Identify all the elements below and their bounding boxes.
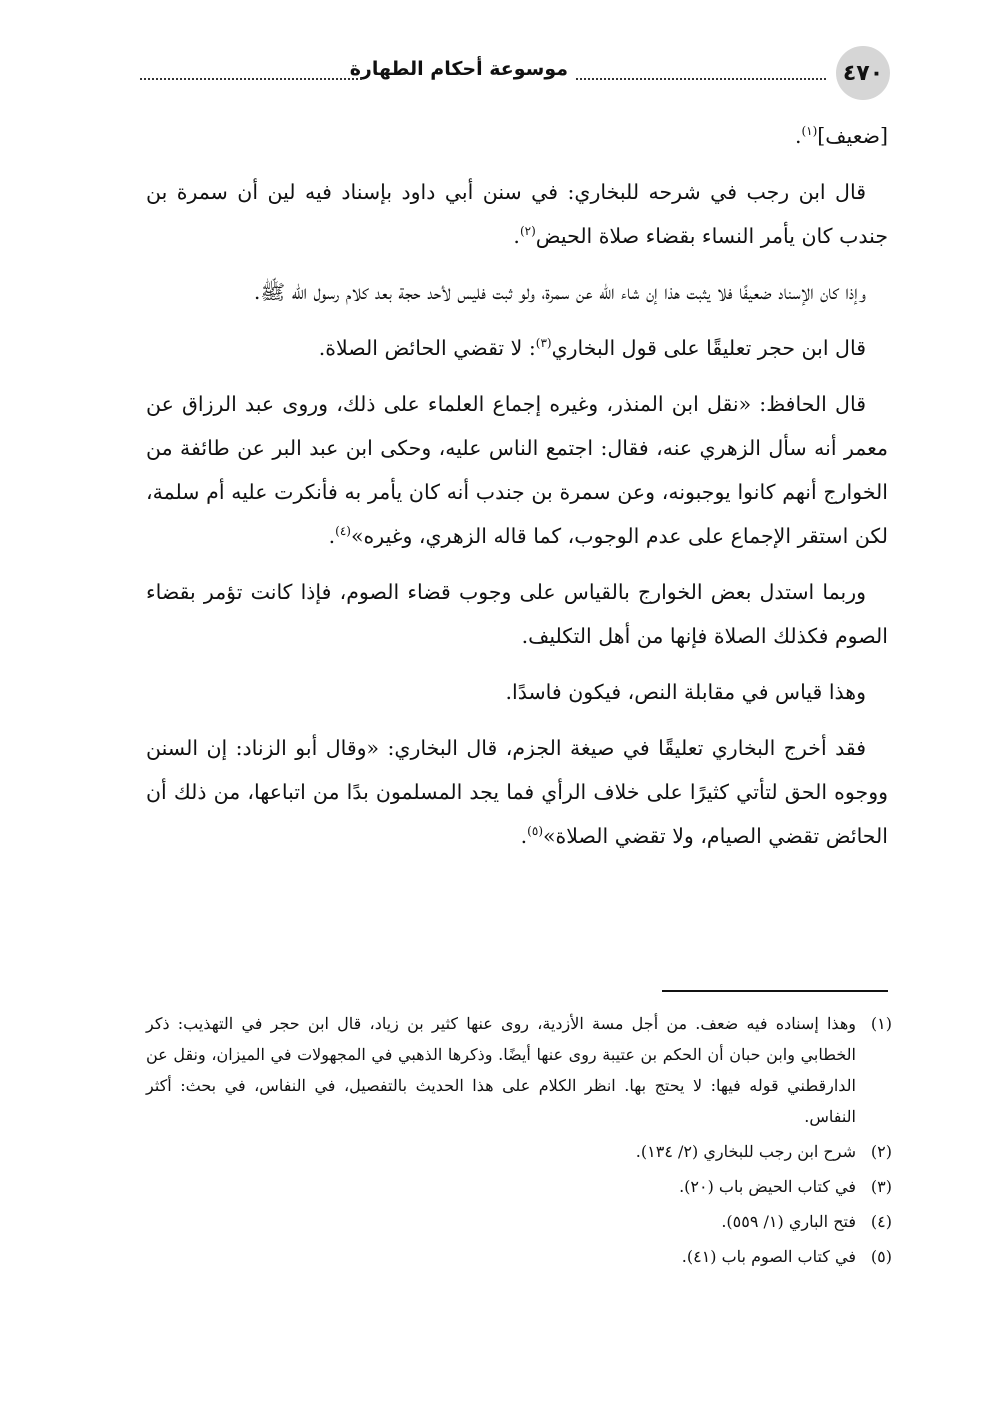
footnote-ref: (١) (801, 124, 818, 139)
footnote-ref: (٤) (335, 524, 351, 539)
footnote-ref: (٣) (535, 336, 552, 351)
paragraph-bukhari-taliq (146, 726, 888, 858)
footnote-item (146, 1241, 892, 1272)
footnote-number: (٥) (870, 1247, 892, 1266)
paragraph-khawarij-analogy (146, 570, 888, 658)
paragraph-invalid-analogy (146, 670, 888, 714)
footnotes (146, 1008, 892, 1276)
paragraph-hafiz-quote (146, 382, 888, 558)
footnote-ref: (٢) (519, 224, 536, 239)
footnote-number: (١) (870, 1014, 892, 1033)
footnote-item (146, 1171, 892, 1202)
paragraph-text: قال الحافظ: «نقل ابن المنذر، وغيره إجماع العلماء على ذلك، وروى عبد الرزاق عن معمر أنه سأل الزهري عنه، فقال: اجتمع الناس عليه، وحكى ابن عبد البر عن طائفة من الخوارج أنهم كانوا يوجبونه، وعن سمرة بن جندب أنه كان يأمر به فأنكرت عليه أم سلمة، لكن استقر الإجماع على عدم الوجوب، كما قاله الزهري، وغيره» (146, 392, 888, 548)
paragraph-tail: . (520, 824, 528, 848)
page-number: ٤٧٠ (842, 60, 884, 86)
paragraph-text: فقد أخرج البخاري تعليقًا في صيغة الجزم، قال البخاري: «وقال أبو الزناد: إن السنن ووجوه الحق لتأتي كثيرًا على خلاف الرأي فما يجد المسلمون بدًا من اتباعها، من ذلك أن الحائض تقضي الصيام، ولا تقضي الصلاة» (146, 736, 888, 848)
paragraph-text: وإذا كان الإسناد ضعيفًا فلا يثبت هذا إن شاء الله عن سمرة، ولو ثبت فليس لأحد حجة بعد كلام رسول الله ﷺ. (253, 280, 866, 304)
paragraph-tail: . (328, 524, 336, 548)
paragraph-tail: . (794, 124, 802, 148)
paragraph-text: قال ابن حجر تعليقًا على قول البخاري (551, 336, 866, 360)
footnote-number: (٣) (870, 1177, 892, 1196)
footnote-text: في كتاب الحيض باب (٢٠). (679, 1177, 856, 1196)
footnote-item (146, 1136, 892, 1167)
footnote-number: (٢) (870, 1142, 892, 1161)
header-dotted-leader-left (140, 78, 362, 80)
footnote-number: (٤) (870, 1212, 892, 1231)
paragraph-text: قال ابن رجب في شرحه للبخاري: في سنن أبي داود بإسناد فيه لين أن سمرة بن جندب كان يأمر النساء بقضاء صلاة الحيض (146, 180, 888, 248)
paragraph-ibn-hajar (146, 326, 888, 370)
footnote-item (146, 1008, 892, 1132)
footnote-item (146, 1206, 892, 1237)
book-title: موسوعة أحكام الطهارة (349, 58, 568, 80)
header-dotted-leader-right (576, 78, 826, 80)
paragraph-ibn-rajab (146, 170, 888, 258)
footnote-text: فتح الباري (١/ ٥٥٩). (721, 1212, 856, 1231)
paragraph-text: وهذا قياس في مقابلة النص، فيكون فاسدًا. (505, 680, 866, 704)
paragraph-tail: . (513, 224, 520, 248)
page-number-badge (836, 46, 890, 100)
paragraph-tail: : لا تقضي الحائض الصلاة. (318, 336, 536, 360)
footnote-text: شرح ابن رجب للبخاري (٢/ ١٣٤). (635, 1142, 856, 1161)
paragraph-weak-chain (146, 270, 888, 314)
paragraph-text: وربما استدل بعض الخوارج بالقياس على وجوب قضاء الصوم، فإذا كانت تؤمر بقضاء الصوم فكذلك الصلاة فإنها من أهل التكليف. (146, 580, 888, 648)
page-header (140, 46, 890, 100)
paragraph-grading (146, 114, 888, 158)
footnote-ref: (٥) (527, 824, 543, 839)
footnote-text: وهذا إسناده فيه ضعف. من أجل مسة الأزدية، روى عنها كثير بن زياد، قال ابن حجر في التهذيب: ذكر الخطابي وابن حبان أن الحكم بن عتيبة روى عنها أيضًا. وذكرها الذهبي في المجهولات في الميزان، ونقل عن الدارقطني قوله فيها: لا يحتج بها. انظر الكلام على هذا الحديث بالتفصيل، في النفاس، في بحث: أكثر النفاس. (146, 1014, 857, 1126)
footnote-text: في كتاب الصوم باب (٤١). (681, 1247, 856, 1266)
paragraph-text: [ضعيف] (817, 124, 888, 148)
main-text (146, 114, 888, 870)
footnote-separator (662, 990, 888, 992)
